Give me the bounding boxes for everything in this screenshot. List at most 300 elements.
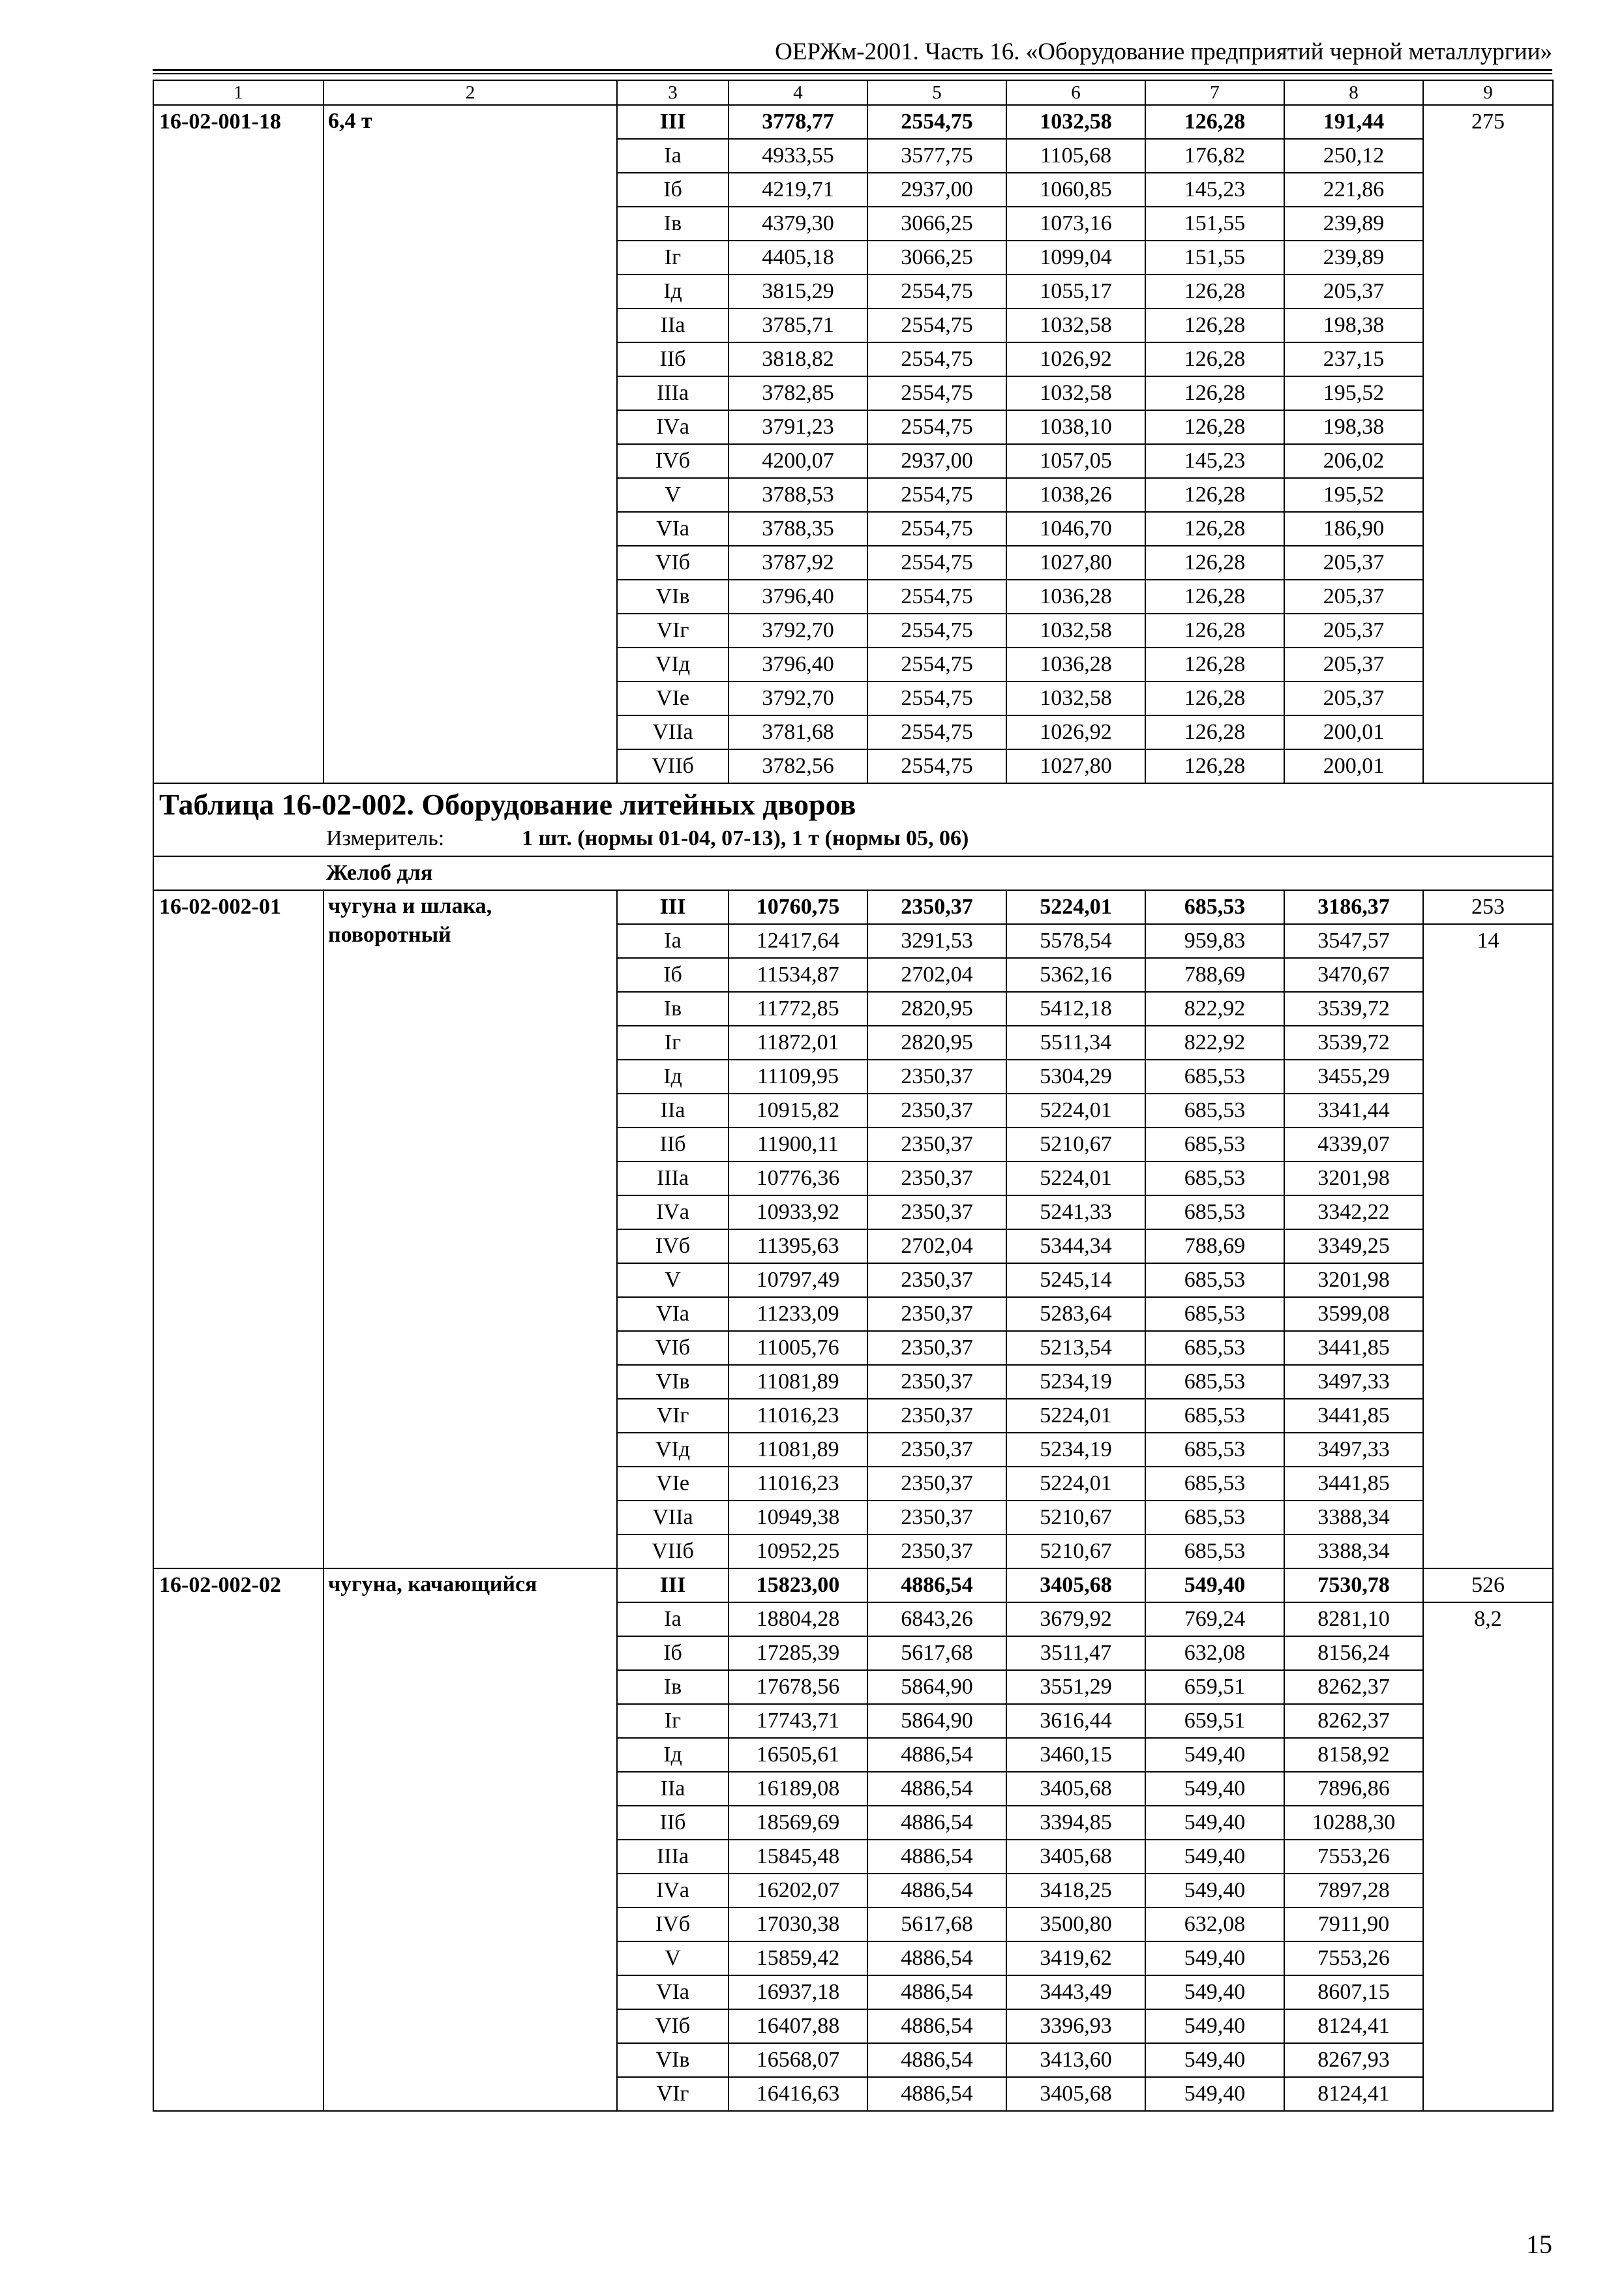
value-cell: 8262,37: [1284, 1670, 1423, 1704]
value-cell: 3342,22: [1284, 1195, 1423, 1229]
value-cell: 126,28: [1145, 580, 1284, 614]
value-cell: 126,28: [1145, 410, 1284, 444]
value-cell: 5617,68: [867, 1908, 1006, 1941]
value-cell: 2554,75: [867, 614, 1006, 648]
zone-cell: III: [617, 1568, 729, 1602]
value-cell: 788,69: [1145, 1229, 1284, 1263]
value-cell: 3792,70: [729, 614, 867, 648]
value-cell: 145,23: [1145, 173, 1284, 207]
value-cell: 685,53: [1145, 1195, 1284, 1229]
value-cell: 3201,98: [1284, 1161, 1423, 1195]
zone-cell: VIв: [617, 2043, 729, 2077]
column-number-cell: 3: [617, 80, 729, 105]
value-cell: 5245,14: [1006, 1263, 1145, 1297]
zone-cell: IIа: [617, 308, 729, 342]
value-cell: 1057,05: [1006, 444, 1145, 478]
zone-cell: IIIа: [617, 1840, 729, 1874]
value-cell: 3796,40: [729, 580, 867, 614]
value-cell: 1026,92: [1006, 342, 1145, 376]
zone-cell: VIг: [617, 614, 729, 648]
column-number-cell: 1: [153, 80, 323, 105]
value-cell: 3441,85: [1284, 1399, 1423, 1433]
value-cell: 3349,25: [1284, 1229, 1423, 1263]
value-cell: 1038,26: [1006, 478, 1145, 512]
value-cell: 685,53: [1145, 1534, 1284, 1568]
value-cell: 4886,54: [867, 1568, 1006, 1602]
value-cell: 2554,75: [867, 342, 1006, 376]
value-cell: 4886,54: [867, 1941, 1006, 1975]
value-cell: 191,44: [1284, 105, 1423, 139]
value-cell: 151,55: [1145, 241, 1284, 275]
value-cell: 549,40: [1145, 2043, 1284, 2077]
value-cell: 11005,76: [729, 1331, 867, 1365]
value-cell: 2554,75: [867, 308, 1006, 342]
value-cell: 549,40: [1145, 1975, 1284, 2009]
value-cell: 1027,80: [1006, 749, 1145, 783]
value-cell: 1032,58: [1006, 681, 1145, 715]
value-cell: 1099,04: [1006, 241, 1145, 275]
value-cell: 239,89: [1284, 241, 1423, 275]
value-cell: 3500,80: [1006, 1908, 1145, 1941]
zone-cell: V: [617, 478, 729, 512]
value-cell: 18569,69: [729, 1806, 867, 1840]
value-cell: 7553,26: [1284, 1941, 1423, 1975]
value-cell: 11016,23: [729, 1399, 867, 1433]
value-cell: 126,28: [1145, 376, 1284, 410]
zone-cell: Iв: [617, 992, 729, 1026]
zone-cell: VIе: [617, 1467, 729, 1501]
value-cell: 1060,85: [1006, 173, 1145, 207]
value-cell: 10760,75: [729, 890, 867, 924]
value-cell: 4886,54: [867, 2043, 1006, 2077]
value-cell: 16568,07: [729, 2043, 867, 2077]
value-cell: 5210,67: [1006, 1534, 1145, 1568]
value-cell: 11233,09: [729, 1297, 867, 1331]
zone-cell: VIб: [617, 546, 729, 580]
value-cell: 205,37: [1284, 681, 1423, 715]
value-cell: 2350,37: [867, 1331, 1006, 1365]
norm-name-cell: чугуна, качающийся: [323, 1568, 617, 2111]
col9-cell: 526: [1423, 1568, 1553, 1602]
value-cell: 3778,77: [729, 105, 867, 139]
value-cell: 3539,72: [1284, 992, 1423, 1026]
value-cell: 176,82: [1145, 139, 1284, 173]
value-cell: 16202,07: [729, 1874, 867, 1908]
value-cell: 549,40: [1145, 1941, 1284, 1975]
value-cell: 5344,34: [1006, 1229, 1145, 1263]
value-cell: 6843,26: [867, 1602, 1006, 1636]
col9-cell: 253: [1423, 890, 1553, 924]
value-cell: 221,86: [1284, 173, 1423, 207]
value-cell: 632,08: [1145, 1636, 1284, 1670]
value-cell: 4379,30: [729, 207, 867, 241]
value-cell: 151,55: [1145, 207, 1284, 241]
value-cell: 195,52: [1284, 376, 1423, 410]
value-cell: 5241,33: [1006, 1195, 1145, 1229]
value-cell: 8156,24: [1284, 1636, 1423, 1670]
zone-cell: VIг: [617, 2077, 729, 2111]
value-cell: 2350,37: [867, 1467, 1006, 1501]
value-cell: 5224,01: [1006, 1094, 1145, 1128]
value-cell: 126,28: [1145, 546, 1284, 580]
zone-cell: IVа: [617, 410, 729, 444]
value-cell: 2350,37: [867, 1399, 1006, 1433]
value-cell: 4200,07: [729, 444, 867, 478]
value-cell: 186,90: [1284, 512, 1423, 546]
value-cell: 788,69: [1145, 958, 1284, 992]
value-cell: 3539,72: [1284, 1026, 1423, 1060]
value-cell: 15845,48: [729, 1840, 867, 1874]
value-cell: 7897,28: [1284, 1874, 1423, 1908]
value-cell: 2350,37: [867, 1094, 1006, 1128]
column-number-cell: 5: [867, 80, 1006, 105]
value-cell: 3470,67: [1284, 958, 1423, 992]
norm-name-cell: чугуна и шлака, поворотный: [323, 890, 617, 1568]
value-cell: 205,37: [1284, 275, 1423, 308]
value-cell: 2554,75: [867, 512, 1006, 546]
value-cell: 205,37: [1284, 614, 1423, 648]
value-cell: 5283,64: [1006, 1297, 1145, 1331]
value-cell: 3405,68: [1006, 1568, 1145, 1602]
value-cell: 2702,04: [867, 958, 1006, 992]
col9-cell: 275: [1423, 105, 1553, 783]
table-title: Таблица 16-02-002. Оборудование литейных дворов: [159, 788, 856, 821]
value-cell: 685,53: [1145, 1128, 1284, 1161]
value-cell: 3815,29: [729, 275, 867, 308]
value-cell: 3788,35: [729, 512, 867, 546]
zone-cell: VIа: [617, 512, 729, 546]
value-cell: 1032,58: [1006, 614, 1145, 648]
value-cell: 685,53: [1145, 1094, 1284, 1128]
value-cell: 3791,23: [729, 410, 867, 444]
value-cell: 10288,30: [1284, 1806, 1423, 1840]
value-cell: 2350,37: [867, 890, 1006, 924]
value-cell: 205,37: [1284, 648, 1423, 681]
zone-cell: VIб: [617, 2009, 729, 2043]
zone-cell: VIе: [617, 681, 729, 715]
value-cell: 3781,68: [729, 715, 867, 749]
column-number-cell: 6: [1006, 80, 1145, 105]
value-cell: 126,28: [1145, 308, 1284, 342]
zone-cell: IVб: [617, 444, 729, 478]
value-cell: 3787,92: [729, 546, 867, 580]
page-number: 15: [1526, 2230, 1552, 2259]
value-cell: 17030,38: [729, 1908, 867, 1941]
value-cell: 5864,90: [867, 1704, 1006, 1738]
value-cell: 1026,92: [1006, 715, 1145, 749]
zone-cell: Iд: [617, 1738, 729, 1772]
value-cell: 1036,28: [1006, 648, 1145, 681]
value-cell: 17678,56: [729, 1670, 867, 1704]
value-cell: 126,28: [1145, 275, 1284, 308]
value-cell: 126,28: [1145, 648, 1284, 681]
zone-cell: Iб: [617, 173, 729, 207]
value-cell: 3679,92: [1006, 1602, 1145, 1636]
zone-cell: Iб: [617, 958, 729, 992]
zone-cell: Iг: [617, 241, 729, 275]
value-cell: 659,51: [1145, 1670, 1284, 1704]
value-cell: 198,38: [1284, 410, 1423, 444]
value-cell: 3441,85: [1284, 1467, 1423, 1501]
value-cell: 5210,67: [1006, 1128, 1145, 1161]
norm-code-cell: 16-02-002-02: [153, 1568, 323, 2111]
value-cell: 685,53: [1145, 1433, 1284, 1467]
value-cell: 549,40: [1145, 1840, 1284, 1874]
value-cell: 10915,82: [729, 1094, 867, 1128]
value-cell: 18804,28: [729, 1602, 867, 1636]
value-cell: 198,38: [1284, 308, 1423, 342]
value-cell: 8267,93: [1284, 2043, 1423, 2077]
value-cell: 5224,01: [1006, 1161, 1145, 1195]
zone-cell: VIг: [617, 1399, 729, 1433]
value-cell: 7530,78: [1284, 1568, 1423, 1602]
group-label: Желоб для: [153, 856, 1553, 890]
value-cell: 1055,17: [1006, 275, 1145, 308]
value-cell: 3443,49: [1006, 1975, 1145, 2009]
value-cell: 5511,34: [1006, 1026, 1145, 1060]
value-cell: 11900,11: [729, 1128, 867, 1161]
table-row: [153, 1568, 1553, 1602]
header-rule-thin: [153, 73, 1552, 74]
value-cell: 2350,37: [867, 1501, 1006, 1534]
value-cell: 250,12: [1284, 139, 1423, 173]
header-rule-thick: [153, 69, 1552, 71]
value-cell: 659,51: [1145, 1704, 1284, 1738]
value-cell: 632,08: [1145, 1908, 1284, 1941]
value-cell: 3413,60: [1006, 2043, 1145, 2077]
value-cell: 3497,33: [1284, 1365, 1423, 1399]
value-cell: 549,40: [1145, 2077, 1284, 2111]
value-cell: 4339,07: [1284, 1128, 1423, 1161]
value-cell: 1036,28: [1006, 580, 1145, 614]
value-cell: 2554,75: [867, 749, 1006, 783]
zone-cell: Iа: [617, 924, 729, 958]
value-cell: 2350,37: [867, 1433, 1006, 1467]
value-cell: 3405,68: [1006, 2077, 1145, 2111]
value-cell: 685,53: [1145, 1399, 1284, 1433]
value-cell: 239,89: [1284, 207, 1423, 241]
value-cell: 1073,16: [1006, 207, 1145, 241]
value-cell: 3511,47: [1006, 1636, 1145, 1670]
value-cell: 126,28: [1145, 681, 1284, 715]
norm-code-cell: 16-02-001-18: [153, 105, 323, 783]
value-cell: 11534,87: [729, 958, 867, 992]
value-cell: 3405,68: [1006, 1840, 1145, 1874]
value-cell: 685,53: [1145, 1060, 1284, 1094]
zone-cell: VIIа: [617, 1501, 729, 1534]
zone-cell: IIб: [617, 1128, 729, 1161]
zone-cell: V: [617, 1941, 729, 1975]
value-cell: 7896,86: [1284, 1772, 1423, 1806]
value-cell: 200,01: [1284, 715, 1423, 749]
value-cell: 3460,15: [1006, 1738, 1145, 1772]
value-cell: 2554,75: [867, 580, 1006, 614]
zone-cell: Iа: [617, 1602, 729, 1636]
value-cell: 8124,41: [1284, 2009, 1423, 2043]
value-cell: 3186,37: [1284, 890, 1423, 924]
value-cell: 2937,00: [867, 444, 1006, 478]
value-cell: 3788,53: [729, 478, 867, 512]
document-header-title: ОЕРЖм-2001. Часть 16. «Оборудование предприятий черной металлургии»: [775, 38, 1552, 65]
zone-cell: IVб: [617, 1229, 729, 1263]
value-cell: 7911,90: [1284, 1908, 1423, 1941]
value-cell: 8158,92: [1284, 1738, 1423, 1772]
value-cell: 237,15: [1284, 342, 1423, 376]
value-cell: 2350,37: [867, 1128, 1006, 1161]
value-cell: 12417,64: [729, 924, 867, 958]
zone-cell: III: [617, 890, 729, 924]
zone-cell: Iа: [617, 139, 729, 173]
value-cell: 8607,15: [1284, 1975, 1423, 2009]
measure-line: [159, 824, 1546, 853]
value-cell: 200,01: [1284, 749, 1423, 783]
value-cell: 3455,29: [1284, 1060, 1423, 1094]
value-cell: 3497,33: [1284, 1433, 1423, 1467]
value-cell: 5224,01: [1006, 890, 1145, 924]
value-cell: 685,53: [1145, 1331, 1284, 1365]
zone-cell: Iд: [617, 1060, 729, 1094]
value-cell: 4219,71: [729, 173, 867, 207]
column-number-cell: 8: [1284, 80, 1423, 105]
value-cell: 2554,75: [867, 376, 1006, 410]
value-cell: 3396,93: [1006, 2009, 1145, 2043]
value-cell: 2554,75: [867, 715, 1006, 749]
value-cell: 3341,44: [1284, 1094, 1423, 1128]
value-cell: 1105,68: [1006, 139, 1145, 173]
value-cell: 685,53: [1145, 1161, 1284, 1195]
value-cell: 3066,25: [867, 241, 1006, 275]
zone-cell: VIIа: [617, 715, 729, 749]
value-cell: 685,53: [1145, 1297, 1284, 1331]
value-cell: 2554,75: [867, 478, 1006, 512]
value-cell: 3441,85: [1284, 1331, 1423, 1365]
value-cell: 549,40: [1145, 1738, 1284, 1772]
value-cell: 126,28: [1145, 478, 1284, 512]
table-row: [153, 105, 1553, 139]
zone-cell: VIб: [617, 1331, 729, 1365]
rates-table: [153, 80, 1554, 2112]
value-cell: 126,28: [1145, 715, 1284, 749]
value-cell: 4886,54: [867, 1874, 1006, 1908]
value-cell: 4886,54: [867, 1975, 1006, 2009]
zone-cell: IIб: [617, 342, 729, 376]
zone-cell: VIа: [617, 1975, 729, 2009]
value-cell: 10949,38: [729, 1501, 867, 1534]
value-cell: 5617,68: [867, 1636, 1006, 1670]
value-cell: 5224,01: [1006, 1399, 1145, 1433]
zone-cell: IVа: [617, 1874, 729, 1908]
value-cell: 17285,39: [729, 1636, 867, 1670]
value-cell: 11081,89: [729, 1365, 867, 1399]
value-cell: 4886,54: [867, 1772, 1006, 1806]
value-cell: 15859,42: [729, 1941, 867, 1975]
column-number-cell: 4: [729, 80, 867, 105]
value-cell: 3551,29: [1006, 1670, 1145, 1704]
value-cell: 10933,92: [729, 1195, 867, 1229]
zone-cell: V: [617, 1263, 729, 1297]
value-cell: 549,40: [1145, 2009, 1284, 2043]
value-cell: 4886,54: [867, 1806, 1006, 1840]
value-cell: 3616,44: [1006, 1704, 1145, 1738]
value-cell: 5224,01: [1006, 1467, 1145, 1501]
value-cell: 11395,63: [729, 1229, 867, 1263]
value-cell: 5213,54: [1006, 1331, 1145, 1365]
value-cell: 17743,71: [729, 1704, 867, 1738]
col9-cell: 8,2: [1423, 1602, 1553, 2111]
value-cell: 685,53: [1145, 1263, 1284, 1297]
zone-cell: Iг: [617, 1704, 729, 1738]
value-cell: 10776,36: [729, 1161, 867, 1195]
zone-cell: VIв: [617, 1365, 729, 1399]
value-cell: 2554,75: [867, 681, 1006, 715]
value-cell: 959,83: [1145, 924, 1284, 958]
column-number-cell: 7: [1145, 80, 1284, 105]
value-cell: 3782,85: [729, 376, 867, 410]
value-cell: 4886,54: [867, 2009, 1006, 2043]
value-cell: 8262,37: [1284, 1704, 1423, 1738]
zone-cell: IIб: [617, 1806, 729, 1840]
value-cell: 15823,00: [729, 1568, 867, 1602]
section-header-cell: [153, 783, 1553, 856]
value-cell: 3796,40: [729, 648, 867, 681]
value-cell: 549,40: [1145, 1874, 1284, 1908]
zone-cell: IVа: [617, 1195, 729, 1229]
value-cell: 2350,37: [867, 1263, 1006, 1297]
value-cell: 2820,95: [867, 992, 1006, 1026]
value-cell: 11872,01: [729, 1026, 867, 1060]
zone-cell: VIв: [617, 580, 729, 614]
col9-cell: 14: [1423, 924, 1553, 1568]
value-cell: 4405,18: [729, 241, 867, 275]
value-cell: 2554,75: [867, 546, 1006, 580]
value-cell: 2554,75: [867, 648, 1006, 681]
column-number-cell: 9: [1423, 80, 1553, 105]
norm-name-cell: 6,4 т: [323, 105, 617, 783]
value-cell: 3577,75: [867, 139, 1006, 173]
value-cell: 822,92: [1145, 1026, 1284, 1060]
value-cell: 126,28: [1145, 105, 1284, 139]
value-cell: 1032,58: [1006, 105, 1145, 139]
section-header-row: [153, 783, 1553, 856]
value-cell: 3066,25: [867, 207, 1006, 241]
value-cell: 2350,37: [867, 1534, 1006, 1568]
value-cell: 3201,98: [1284, 1263, 1423, 1297]
value-cell: 822,92: [1145, 992, 1284, 1026]
value-cell: 2350,37: [867, 1365, 1006, 1399]
column-number-row: [153, 80, 1553, 105]
value-cell: 11081,89: [729, 1433, 867, 1467]
value-cell: 1032,58: [1006, 308, 1145, 342]
value-cell: 1032,58: [1006, 376, 1145, 410]
value-cell: 549,40: [1145, 1568, 1284, 1602]
value-cell: 5412,18: [1006, 992, 1145, 1026]
value-cell: 685,53: [1145, 1467, 1284, 1501]
value-cell: 3419,62: [1006, 1941, 1145, 1975]
value-cell: 1038,10: [1006, 410, 1145, 444]
zone-cell: IVб: [617, 1908, 729, 1941]
value-cell: 126,28: [1145, 512, 1284, 546]
value-cell: 5578,54: [1006, 924, 1145, 958]
value-cell: 3782,56: [729, 749, 867, 783]
table-row: [153, 890, 1553, 924]
value-cell: 2554,75: [867, 275, 1006, 308]
value-cell: 205,37: [1284, 580, 1423, 614]
value-cell: 3599,08: [1284, 1297, 1423, 1331]
value-cell: 3547,57: [1284, 924, 1423, 958]
value-cell: 685,53: [1145, 1501, 1284, 1534]
zone-cell: Iд: [617, 275, 729, 308]
value-cell: 126,28: [1145, 342, 1284, 376]
